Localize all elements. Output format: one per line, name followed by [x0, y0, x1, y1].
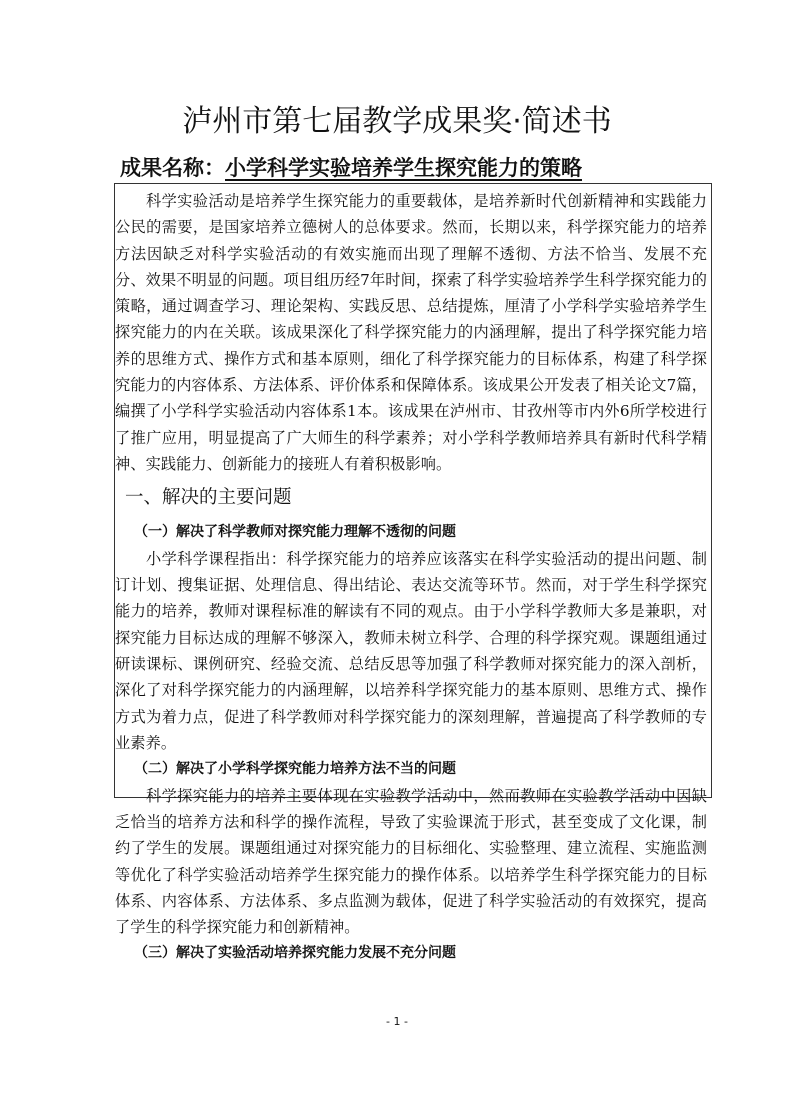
subsection-heading-3: （三）解决了实验活动培养探究能力发展不充分问题	[134, 945, 456, 962]
subsection-paragraph-1: 小学科学课程指出：科学探究能力的培养应该落实在科学实验活动的提出问题、制订计划、搜集证据、处理信息、得出结论、表达交流等环节。然而，对于学生科学探究能力的培养，教师对课程标准的解读有不同的观点。由于小学科学教师大多是兼职，对探究能力目标达成的理解不够深入，教师未树立科学、合理的科学探究观。课题组通过研读课标、课例研究、经验交流、总结反思等加强了科学教师对探究能力的深入剖析，深化了对科学探究能力的内涵理解，以培养科学探究能力的基本原则、思维方式、操作方式为着力点，促进了科学教师对科学探究能力的深刻理解，普遍提高了科学教师的专业素养。	[115, 549, 707, 752]
document-title: 泸州市第七届教学成果奖·简述书	[182, 104, 612, 139]
subsection-heading-1: （一）解决了科学教师对探究能力理解不透彻的问题	[134, 524, 456, 541]
achievement-name	[120, 152, 582, 182]
section-heading-main-problems: 一、解决的主要问题	[125, 487, 292, 509]
summary-content	[115, 188, 707, 967]
achievement-name-value: 小学科学实验培养学生探究能力的策略	[225, 156, 582, 180]
subsection-heading-2: （二）解决了小学科学探究能力培养方法不当的问题	[134, 761, 456, 778]
page-number: - 1 -	[386, 1015, 408, 1028]
intro-paragraph: 科学实验活动是培养学生探究能力的重要载体，是培养新时代创新精神和实践能力公民的需要，是国家培养立德树人的总体要求。然而，长期以来，科学探究能力的培养方法因缺乏对科学实验活动的有效实施而出现了理解不透彻、方法不恰当、发展不充分、效果不明显的问题。项目组历经7年时间，探索了科学实验培养学生科学探究能力的策略，通过调查学习、理论架构、实践反思、总结提炼，厘清了小学科学实验培养学生探究能力的内在关联。该成果深化了科学探究能力的内涵理解，提出了科学探究能力培养的思维方式、操作方式和基本原则，细化了科学探究能力的目标体系，构建了科学探究能力的内容体系、方法体系、评价体系和保障体系。该成果公开发表了相关论文7篇，编撰了小学科学实验活动内容体系1本。该成果在泸州市、甘孜州等市内外6所学校进行了推广应用，明显提高了广大师生的科学素养；对小学科学教师培养具有新时代科学精神、实践能力、创新能力的接班人有着积极影响。	[115, 192, 707, 473]
subsection-paragraph-2: 科学探究能力的培养主要体现在实验教学活动中，然而教师在实验教学活动中因缺乏恰当的培养方法和科学的操作流程，导致了实验课流于形式，甚至变成了文化课，制约了学生的发展。课题组通过对探究能力的目标细化、实验整理、建立流程、实施监测等优化了科学实验活动培养学生探究能力的操作体系。以培养学生科学探究能力的目标体系、内容体系、方法体系、多点监测为载体，促进了科学实验活动的有效探究，提高了学生的科学探究能力和创新精神。	[115, 786, 707, 937]
achievement-name-label: 成果名称：	[120, 156, 225, 180]
